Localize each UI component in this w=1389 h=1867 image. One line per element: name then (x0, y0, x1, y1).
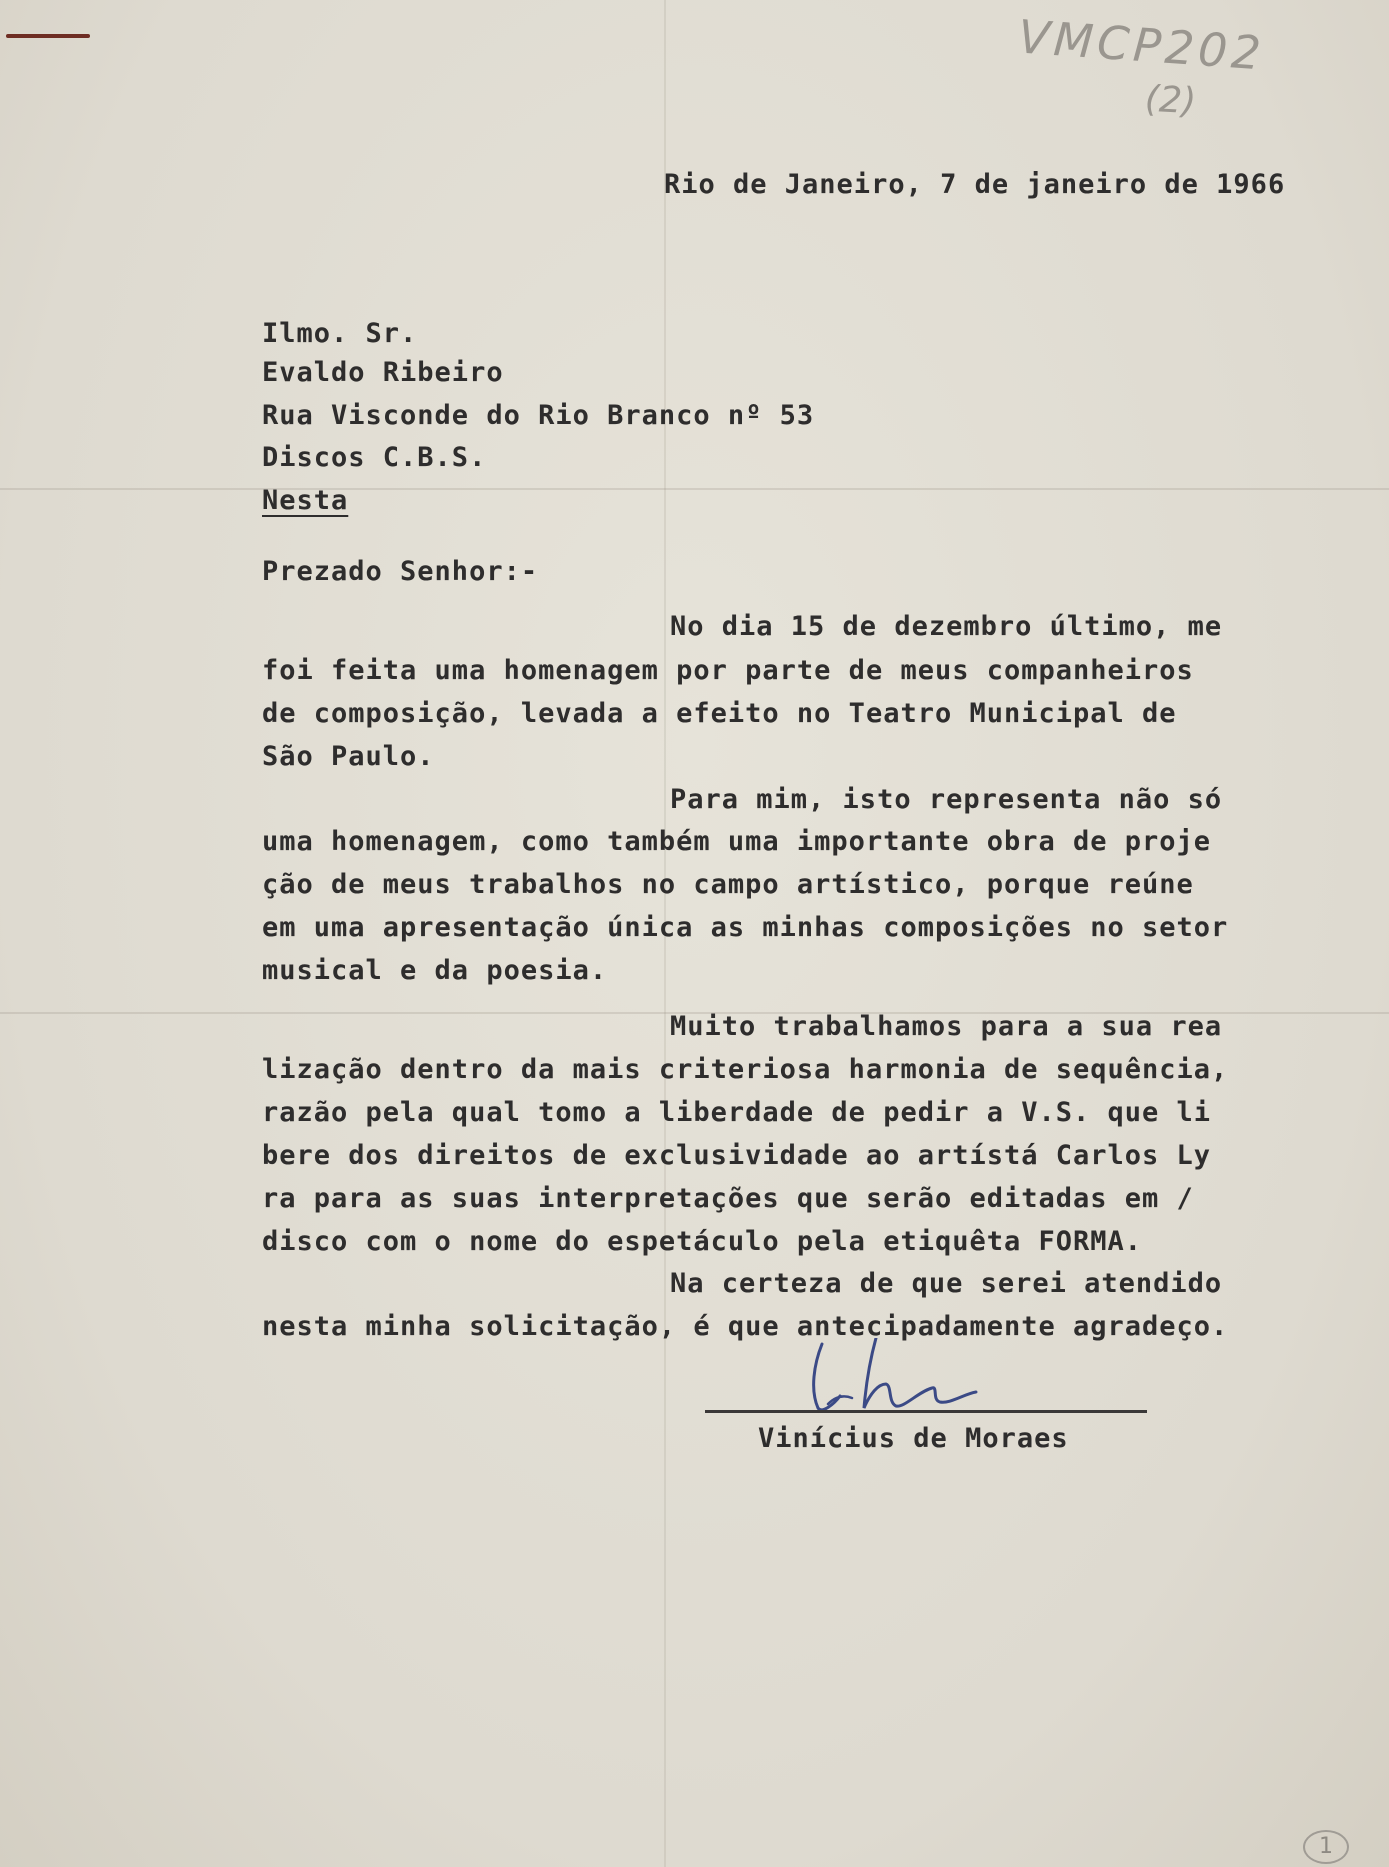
body-line: ção de meus trabalhos no campo artístico, porque reúne (262, 869, 1194, 900)
body-line: São Paulo. (262, 741, 435, 772)
archive-subcode: (2) (1143, 78, 1198, 123)
page-number-circle: 1 (1303, 1830, 1349, 1864)
handwritten-signature (800, 1338, 1030, 1418)
body-line: lização dentro da mais criteriosa harmonia de sequência, (262, 1054, 1229, 1085)
ink-dash-mark (6, 34, 90, 38)
body-line: No dia 15 de dezembro último, me (670, 611, 1223, 642)
body-line: razão pela qual tomo a liberdade de pedir a V.S. que li (262, 1097, 1212, 1128)
body-line: Para mim, isto representa não só (670, 784, 1223, 815)
signatory-name: Vinícius de Moraes (758, 1423, 1069, 1454)
body-line: foi feita uma homenagem por parte de meus companheiros (262, 655, 1194, 686)
recipient-title: Ilmo. Sr. (262, 318, 418, 349)
body-line: bere dos direitos de exclusividade ao artístá Carlos Ly (262, 1140, 1212, 1171)
recipient-city: Nesta (262, 485, 349, 516)
body-line: uma homenagem, como também uma importante obra de proje (262, 826, 1212, 857)
paper-fold-horizontal (0, 488, 1389, 490)
recipient-street: Rua Visconde do Rio Branco nº 53 (262, 400, 815, 431)
body-line: nesta minha solicitação, é que antecipadamente agradeço. (262, 1311, 1229, 1342)
body-line: ra para as suas interpretações que serão editadas em / (262, 1183, 1194, 1214)
body-line: Muito trabalhamos para a sua rea (670, 1011, 1223, 1042)
recipient-company: Discos C.B.S. (262, 442, 487, 473)
date-line: Rio de Janeiro, 7 de janeiro de 1966 (664, 169, 1286, 200)
body-line: em uma apresentação única as minhas composições no setor (262, 912, 1229, 943)
signature-line (705, 1410, 1147, 1413)
greeting: Prezado Senhor:- (262, 556, 539, 587)
body-line: de composição, levada a efeito no Teatro Municipal de (262, 698, 1177, 729)
archive-code: VMCP202 (1016, 9, 1267, 81)
body-line: Na certeza de que serei atendido (670, 1268, 1223, 1299)
recipient-name: Evaldo Ribeiro (262, 357, 504, 388)
body-line: musical e da poesia. (262, 955, 608, 986)
body-line: disco com o nome do espetáculo pela etiquêta FORMA. (262, 1226, 1143, 1257)
